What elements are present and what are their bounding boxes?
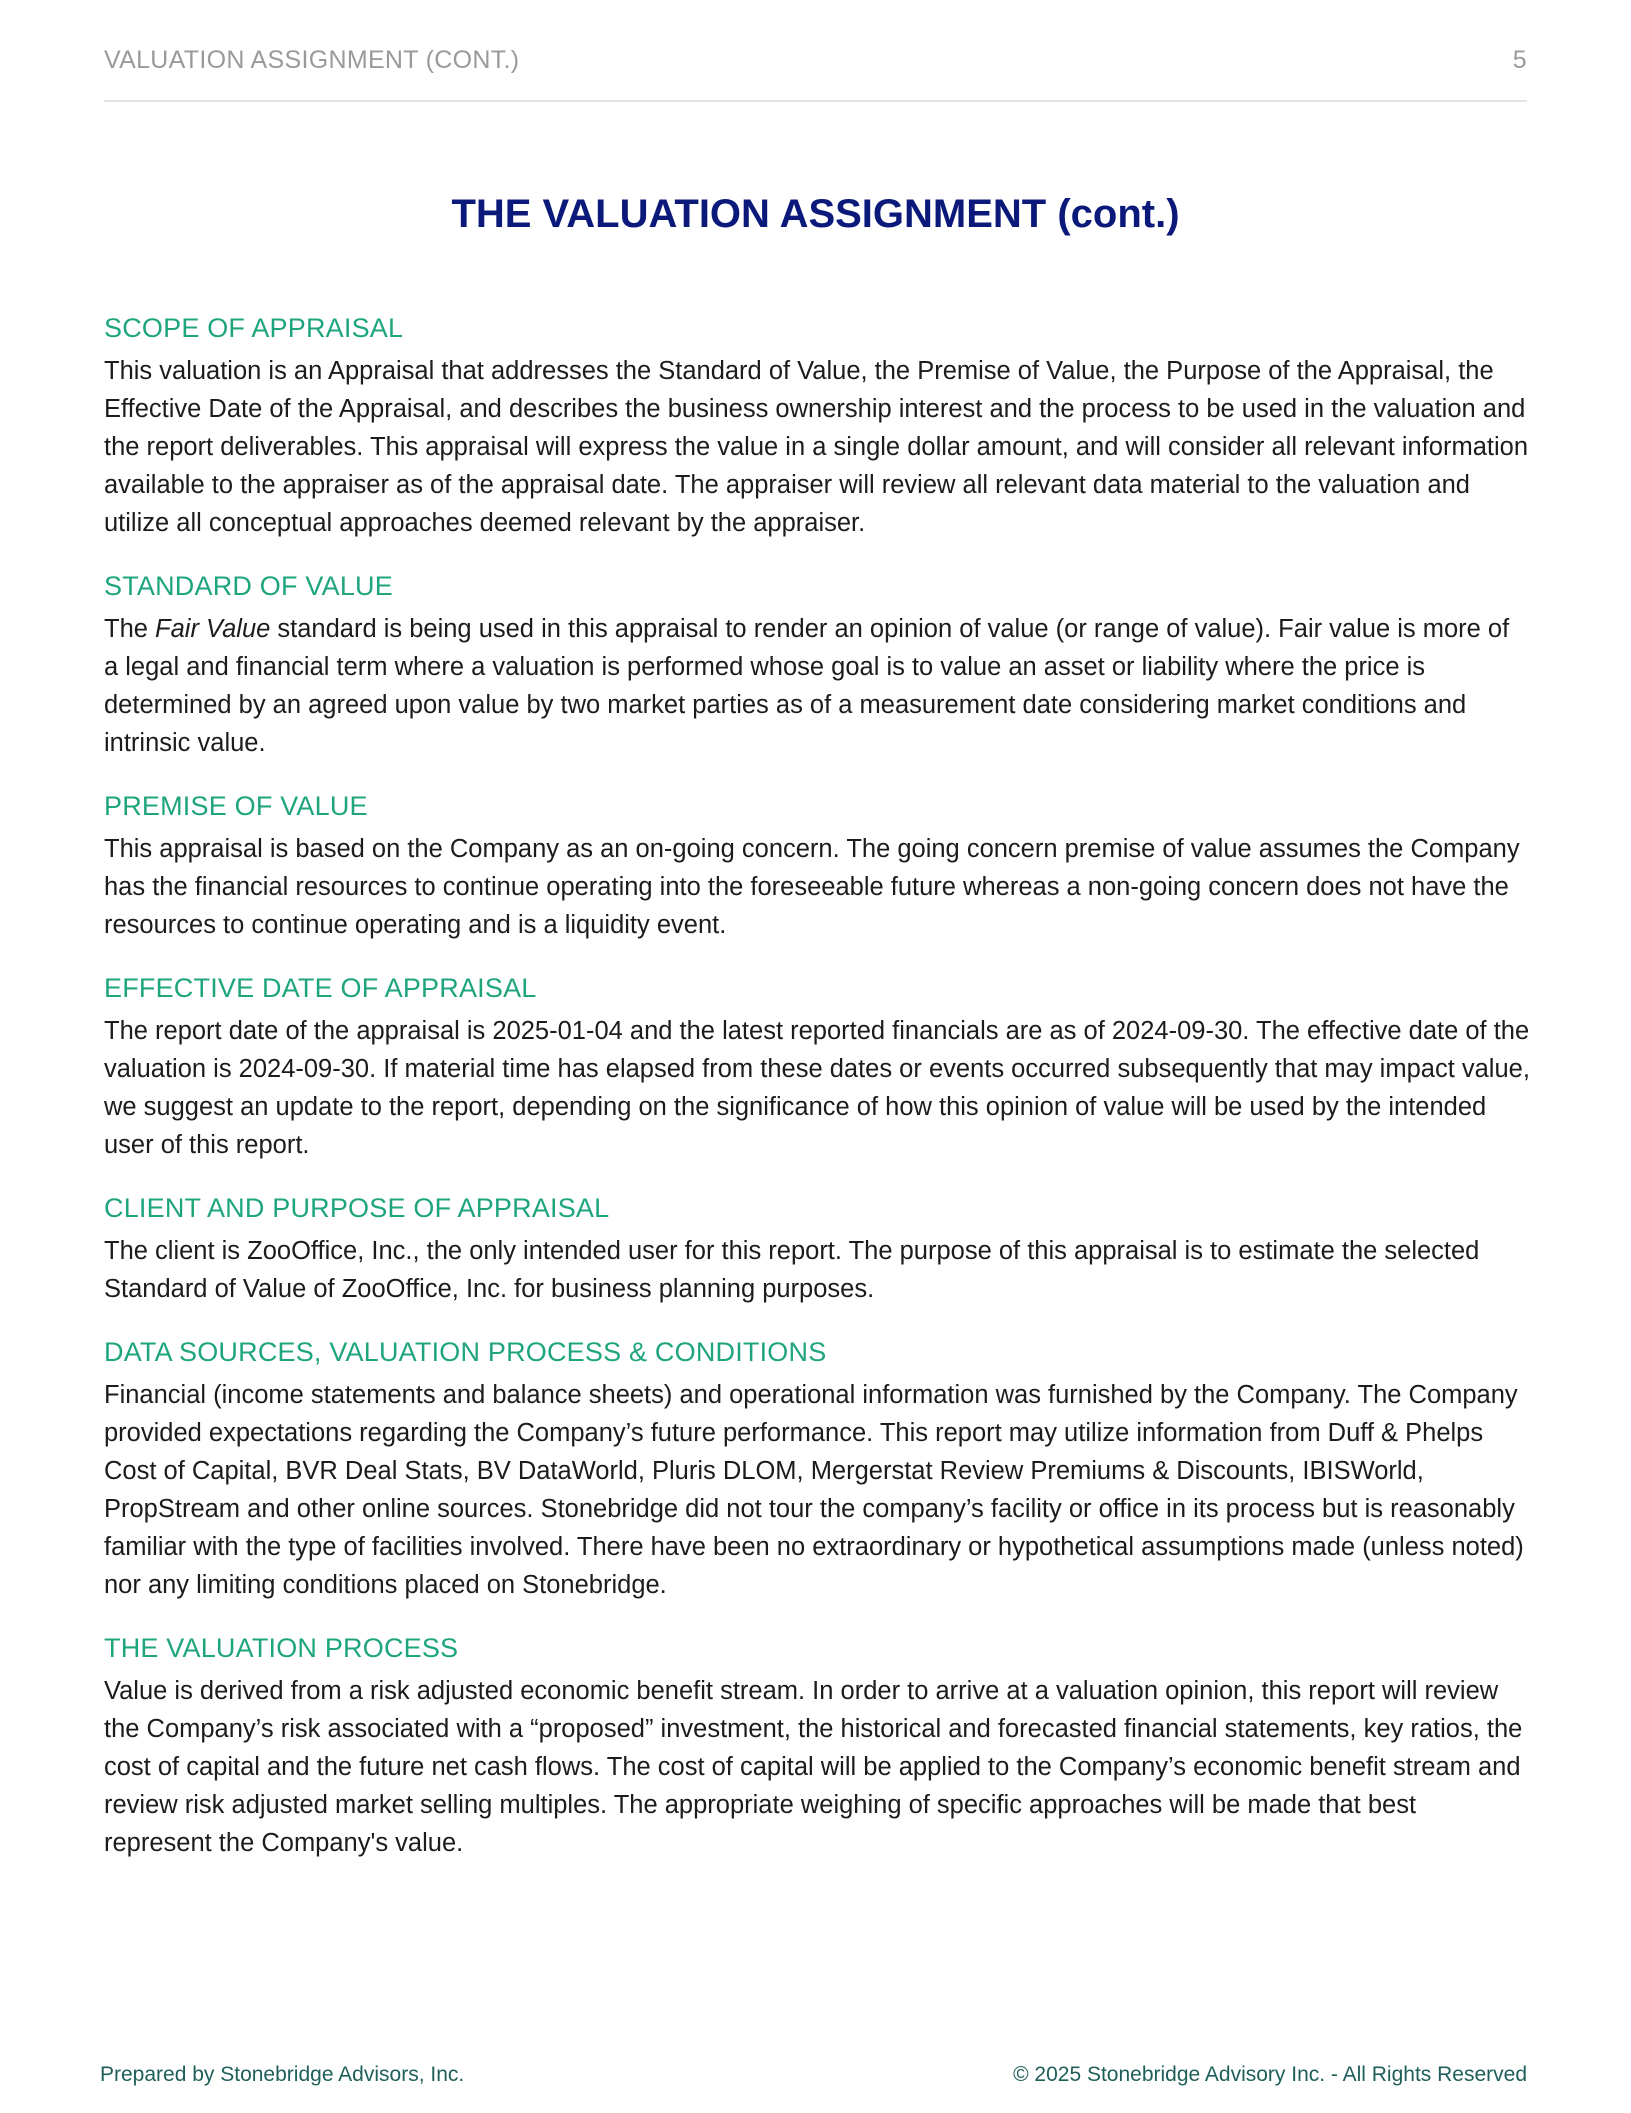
section-heading: CLIENT AND PURPOSE OF APPRAISAL: [104, 1193, 610, 1223]
section-valuation-process: [104, 1630, 1530, 1862]
fair-value-emphasis: Fair Value: [155, 615, 271, 643]
section-client-and-purpose: [104, 1190, 1530, 1308]
page-title: THE VALUATION ASSIGNMENT (cont.): [451, 192, 1180, 236]
section-heading: EFFECTIVE DATE OF APPRAISAL: [104, 973, 537, 1003]
section-body: [104, 610, 1530, 762]
section-body: The client is ZooOffice, Inc., the only intended user for this report. The purpose of this appraisal is to estimate the selected Standard of Value of ZooOffice, Inc. for business planning purposes.: [104, 1237, 1480, 1303]
page-number: 5: [1512, 46, 1527, 74]
section-body: The report date of the appraisal is 2025-01-04 and the latest reported financials are as of 2024-09-30. The effective date of the valuation is 2024-09-30. If material time has elapsed from these dates or events occurred subsequently that may impact value, we suggest an update to the report, depending on the significance of how this opinion of value will be used by the intended user of this report.: [104, 1017, 1530, 1159]
section-heading: PREMISE OF VALUE: [104, 791, 368, 821]
section-body: Financial (income statements and balance sheets) and operational information was furnished by the Company. The Company provided expectations regarding the Company’s future performance. This report may utilize information from Duff & Phelps Cost of Capital, BVR Deal Stats, BV DataWorld, Pluris DLOM, Mergerstat Review Premiums & Discounts, IBISWorld, PropStream and other online sources. Stonebridge did not tour the company’s facility or office in its process but is reasonably familiar with the type of facilities involved. There have been no extraordinary or hypothetical assumptions made (unless noted) nor any limiting conditions placed on Stonebridge.: [104, 1381, 1524, 1599]
section-effective-date: [104, 970, 1530, 1164]
page-footer: [100, 2063, 1527, 2087]
running-header-title: VALUATION ASSIGNMENT (CONT.): [104, 46, 520, 74]
section-heading: DATA SOURCES, VALUATION PROCESS & CONDITIONS: [104, 1337, 827, 1367]
section-scope-of-appraisal: [104, 310, 1530, 542]
body-text: standard is being used in this appraisal to render an opinion of value (or range of value). Fair value is more of a legal and financial term where a valuation is performed whose goal is to value an asset or liability where the price is determined by an agreed upon value by two market parties as of a measurement date considering market conditions and intrinsic value.: [104, 615, 1510, 757]
section-heading: SCOPE OF APPRAISAL: [104, 313, 404, 343]
section-standard-of-value: [104, 568, 1530, 762]
section-premise-of-value: [104, 788, 1530, 944]
section-body: Value is derived from a risk adjusted economic benefit stream. In order to arrive at a valuation opinion, this report will review the Company’s risk associated with a “proposed” investment, the historical and forecasted financial statements, key ratios, the cost of capital and the future net cash flows. The cost of capital will be applied to the Company’s economic benefit stream and review risk adjusted market selling multiples. The appropriate weighing of specific approaches will be made that best represent the Company's value.: [104, 1677, 1523, 1857]
section-data-sources: [104, 1334, 1530, 1604]
section-body: This valuation is an Appraisal that addresses the Standard of Value, the Premise of Value, the Purpose of the Appraisal, the Effective Date of the Appraisal, and describes the business ownership interest and the process to be used in the valuation and the report deliverables. This appraisal will express the value in a single dollar amount, and will consider all relevant information available to the appraiser as of the appraisal date. The appraiser will review all relevant data material to the valuation and utilize all conceptual approaches deemed relevant by the appraiser.: [104, 357, 1529, 537]
section-heading: THE VALUATION PROCESS: [104, 1633, 459, 1663]
document-body: [104, 310, 1530, 1888]
section-heading: STANDARD OF VALUE: [104, 571, 393, 601]
running-header: [104, 46, 1527, 102]
body-prefix: The: [104, 615, 156, 643]
section-body: This appraisal is based on the Company as an on-going concern. The going concern premise of value assumes the Company has the financial resources to continue operating into the foreseeable future whereas a non-going concern does not have the resources to continue operating and is a liquidity event.: [104, 835, 1520, 939]
footer-prepared-by: Prepared by Stonebridge Advisors, Inc.: [100, 2063, 465, 2086]
footer-copyright: © 2025 Stonebridge Advisory Inc. - All Rights Reserved: [1013, 2063, 1527, 2086]
